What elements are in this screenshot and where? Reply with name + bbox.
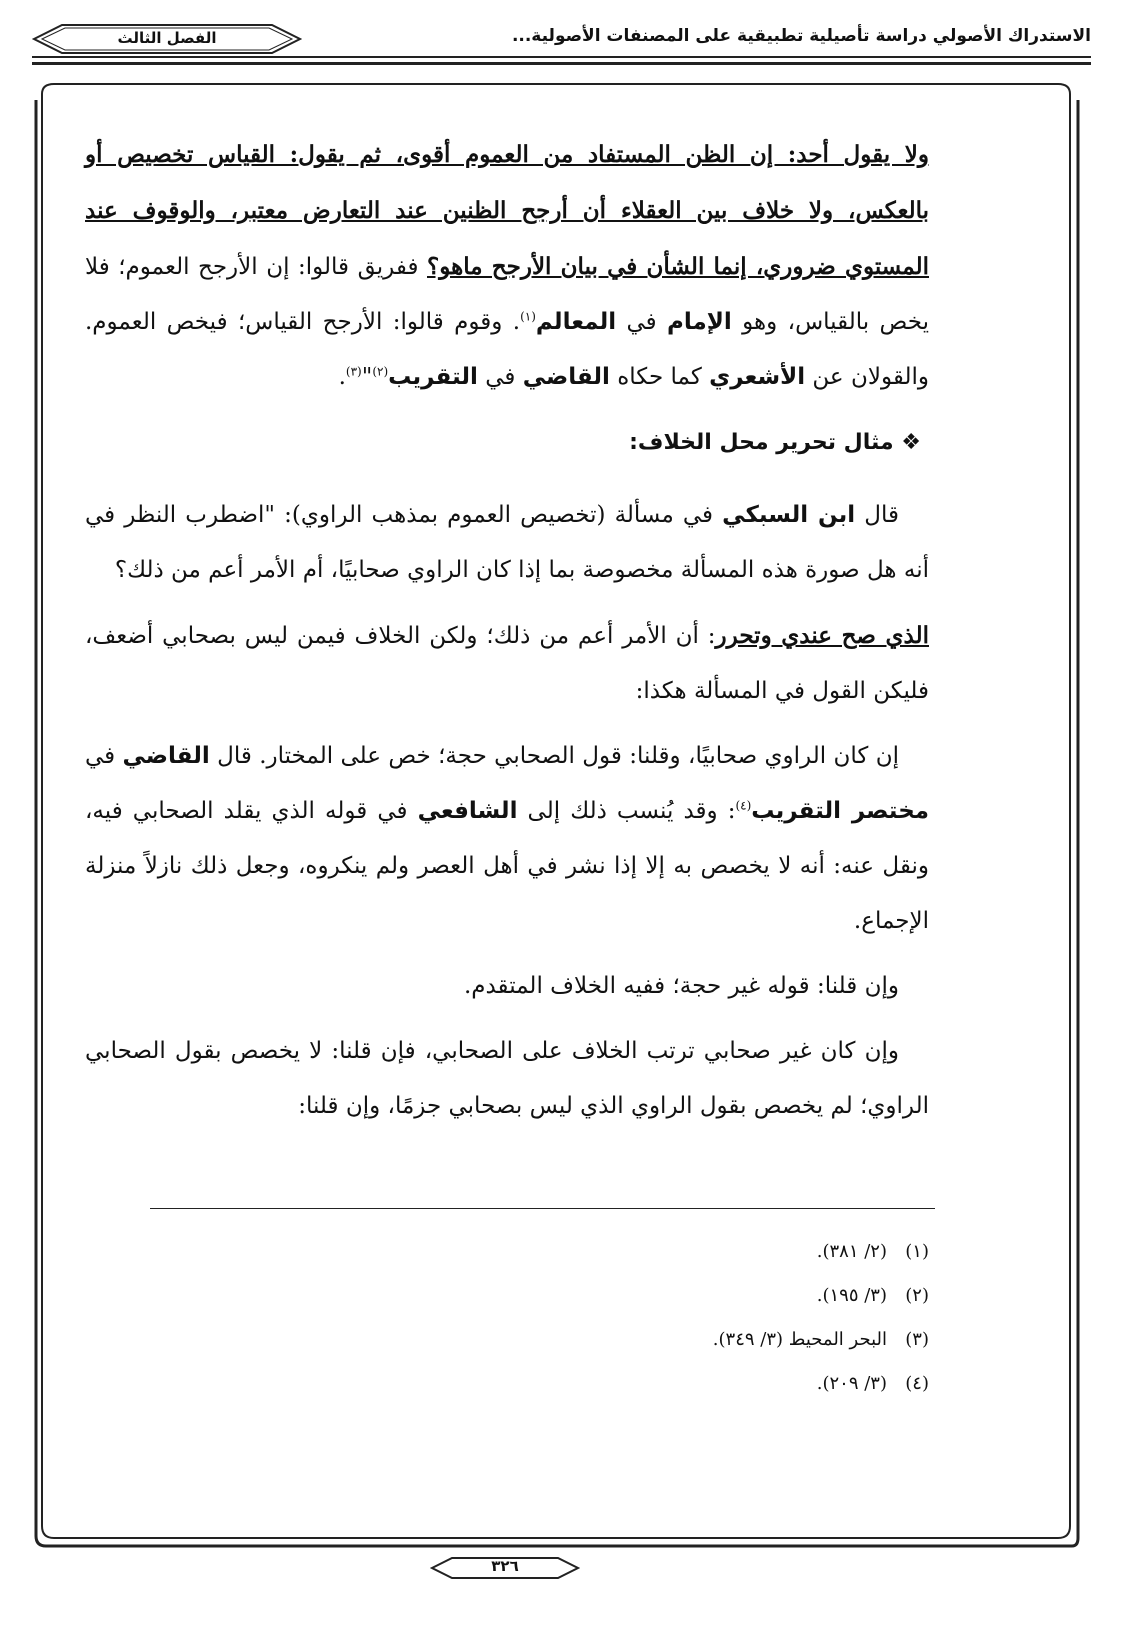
paragraph-2 xyxy=(85,488,929,598)
page-number-badge xyxy=(430,1555,580,1581)
text: في xyxy=(477,364,523,390)
bold-term: التقريب xyxy=(388,364,478,390)
footnote-item xyxy=(713,1230,929,1274)
underlined-text: ولا يقول أحد: إن الظن المستفاد من العموم أقوى، ثم يقول: القياس تخصيص أو بالعكس، ولا خلاف بين العقلاء أن أرجح الظنين عند التعارض معتبر، والوقوف عند المستوي ضروري، إنما الشأن في بيان الأرجح ماهو؟ xyxy=(85,141,929,280)
paragraph-1 xyxy=(85,127,929,405)
footnote-ref: (٤) xyxy=(735,798,752,813)
footnote-item xyxy=(713,1318,929,1362)
footnote-separator xyxy=(150,1208,935,1209)
bold-term: مختصر التقريب xyxy=(751,798,930,824)
bold-term: القاضي xyxy=(522,364,610,390)
running-header-title: الاستدراك الأصولي دراسة تأصيلية تطبيقية على المصنفات الأصولية... xyxy=(511,26,1091,46)
text: في قوله الذي يقلد الصحابي فيه، ونقل عنه: أنه لا يخصص به إلا إذا نشر في أهل العصر ولم ينكروه، وجعل ذلك نازلاً منزلة الإجماع. xyxy=(85,798,929,934)
text: : وقد يُنسب ذلك إلى xyxy=(517,798,736,824)
footnote-text: البحر المحيط (٣/ ٣٤٩). xyxy=(712,1329,887,1350)
bold-term: ابن السبكي xyxy=(722,502,856,528)
header-rule-thick xyxy=(32,62,1091,65)
text: " xyxy=(361,364,373,390)
paragraph-4 xyxy=(85,729,929,949)
section-heading: ❖ مثال تحرير محل الخلاف: xyxy=(629,430,921,455)
text: . xyxy=(338,364,346,390)
footnote-item xyxy=(713,1362,929,1406)
footnote-number: (٢) xyxy=(905,1285,929,1306)
chapter-label: الفصل الثالث xyxy=(117,29,217,47)
text: إن كان الراوي صحابيًا، وقلنا: قول الصحابي حجة؛ خص على المختار. قال xyxy=(209,743,899,769)
bold-term: الشافعي xyxy=(417,798,518,824)
main-text xyxy=(85,127,929,1144)
text: كما حكاه xyxy=(609,364,710,390)
paragraph-3 xyxy=(85,608,929,719)
footnote-ref: (١) xyxy=(520,309,536,324)
paragraph-6: وإن كان غير صحابي ترتب الخلاف على الصحابي، فإن قلنا: لا يخصص بقول الصحابي الراوي؛ لم يخصص بقول الراوي الذي ليس بصحابي جزمًا، وإن قلنا: xyxy=(85,1038,929,1119)
footnotes xyxy=(713,1230,929,1406)
text: . وقوم قالوا: الأرجح القياس؛ فيخص العموم. والقولان عن xyxy=(85,309,929,390)
footnote-number: (٤) xyxy=(905,1373,929,1394)
chapter-tab xyxy=(32,22,302,56)
footnote-number: (٣) xyxy=(905,1329,929,1350)
text: قال xyxy=(855,502,900,528)
footnote-item xyxy=(713,1274,929,1318)
text: ففريق قالوا: إن الأرجح العموم؛ فلا يخص بالقياس، وهو xyxy=(85,254,929,335)
text: : أن الأمر أعم من ذلك؛ ولكن الخلاف فيمن ليس بصحابي أضعف، فليكن القول في المسألة هكذا: xyxy=(85,623,929,704)
text: في مسألة (تخصيص العموم بمذهب الراوي): "اضطرب النظر في أنه هل صورة هذه المسألة مخصوصة بما إذا كان الراوي صحابيًا، أم الأمر أعم من ذلك؟ xyxy=(85,502,929,583)
text: في xyxy=(85,743,123,769)
footnote-text: (٣/ ٢٠٩). xyxy=(816,1373,887,1394)
text: في xyxy=(616,309,668,335)
page-number: ٣٢٦ xyxy=(491,1557,519,1575)
footnote-ref: (٣) xyxy=(345,364,362,379)
bold-term: الإمام xyxy=(667,309,732,335)
bold-term: الأشعري xyxy=(709,364,806,390)
footnote-number: (١) xyxy=(905,1241,929,1262)
header-rule-thin xyxy=(32,56,1091,58)
footnote-text: (٣/ ١٩٥). xyxy=(816,1285,887,1306)
bold-term: المعالم xyxy=(535,309,617,335)
bold-term: القاضي xyxy=(122,743,210,769)
underlined-text: الذي صح عندي وتحرر xyxy=(715,622,929,649)
paragraph-5: وإن قلنا: قوله غير حجة؛ ففيه الخلاف المتقدم. xyxy=(463,973,899,999)
footnote-text: (٢/ ٣٨١). xyxy=(816,1241,887,1262)
footnote-ref: (٢) xyxy=(372,364,389,379)
